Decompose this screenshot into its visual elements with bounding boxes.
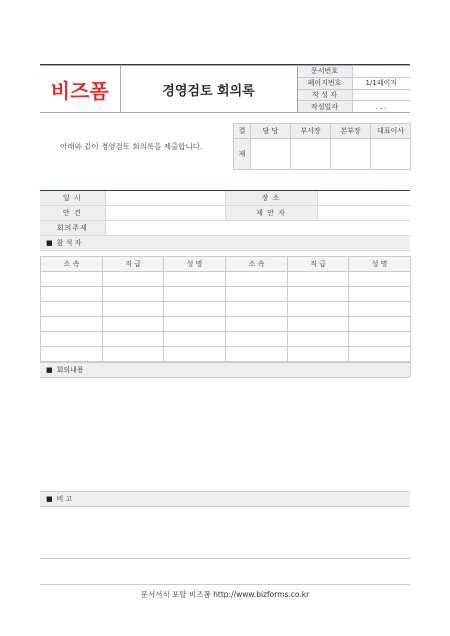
- square-bullet-icon: ■: [46, 495, 53, 503]
- cell[interactable]: [226, 302, 288, 317]
- bizforms-logo: 비즈폼: [40, 66, 120, 113]
- cell[interactable]: [41, 317, 103, 332]
- cell[interactable]: [349, 287, 411, 302]
- column-header: 성 명: [349, 257, 411, 272]
- cell[interactable]: [226, 317, 288, 332]
- approval-role: 담 당: [251, 124, 291, 139]
- approval-role: 본부장: [331, 124, 371, 139]
- attendees-title: 참 석 자: [56, 239, 82, 247]
- cell[interactable]: [288, 302, 349, 317]
- date-written-value[interactable]: . . .: [352, 101, 410, 113]
- column-header: 직 급: [288, 257, 349, 272]
- document-header: [40, 65, 410, 113]
- table-row: [41, 317, 411, 332]
- cell[interactable]: [349, 272, 411, 287]
- cell[interactable]: [103, 302, 164, 317]
- cell[interactable]: [164, 287, 226, 302]
- square-bullet-icon: ■: [46, 239, 53, 247]
- place-label: 장 소: [225, 191, 317, 206]
- cell[interactable]: [103, 287, 164, 302]
- cell[interactable]: [41, 302, 103, 317]
- proposer-label: 제 안 자: [225, 206, 317, 221]
- cell[interactable]: [103, 317, 164, 332]
- doc-number-value[interactable]: [352, 66, 410, 78]
- author-label: 작 성 자: [297, 89, 352, 101]
- approval-side-bottom: 재: [234, 139, 251, 170]
- table-row: [41, 302, 411, 317]
- cell[interactable]: [288, 272, 349, 287]
- approval-sign-cell[interactable]: [251, 139, 291, 170]
- remarks-title: 비 고: [56, 495, 73, 503]
- cell[interactable]: [226, 332, 288, 347]
- cell[interactable]: [288, 317, 349, 332]
- cell[interactable]: [41, 347, 103, 362]
- author-value[interactable]: [352, 89, 410, 101]
- topic-label: 회의주제: [40, 221, 105, 236]
- table-row: [41, 332, 411, 347]
- square-bullet-icon: ■: [46, 366, 53, 374]
- cell[interactable]: [226, 287, 288, 302]
- cell[interactable]: [164, 317, 226, 332]
- cell[interactable]: [349, 302, 411, 317]
- page-number-label: 페이지번호: [297, 77, 352, 89]
- page-number-value: 1/1페이지: [352, 77, 410, 89]
- agenda-value[interactable]: [105, 206, 225, 221]
- cell[interactable]: [288, 287, 349, 302]
- cell[interactable]: [164, 332, 226, 347]
- cell[interactable]: [349, 332, 411, 347]
- doc-number-label: 문서번호: [297, 66, 352, 78]
- cell[interactable]: [103, 347, 164, 362]
- footer-text: 문서서식 포탈 비즈폼 http://www.bizforms.co.kr: [140, 590, 310, 599]
- date-label: 일 시: [40, 191, 105, 206]
- cell[interactable]: [226, 272, 288, 287]
- column-header: 소 속: [226, 257, 288, 272]
- approval-table: [233, 123, 411, 170]
- topic-value[interactable]: [105, 221, 410, 236]
- approval-sign-cell[interactable]: [331, 139, 371, 170]
- approval-side-top: 결: [234, 124, 251, 139]
- remarks-section-header: [40, 491, 410, 507]
- footer-divider: [40, 584, 410, 585]
- document-title: 경영검토 회의록: [120, 66, 297, 113]
- cell[interactable]: [349, 317, 411, 332]
- meeting-info-table: [40, 191, 410, 251]
- cell[interactable]: [226, 347, 288, 362]
- agenda-label: 안 건: [40, 206, 105, 221]
- date-value[interactable]: [105, 191, 225, 206]
- attendees-table: [40, 256, 411, 377]
- approval-sign-cell[interactable]: [291, 139, 331, 170]
- place-value[interactable]: [317, 191, 410, 206]
- cell[interactable]: [288, 332, 349, 347]
- date-written-label: 작성일자: [297, 101, 352, 113]
- approval-role: 대표이사: [371, 124, 411, 139]
- intro-text: 아래와 같이 경영검토 회의록을 제출합니다.: [60, 142, 203, 151]
- column-header: 직 급: [103, 257, 164, 272]
- cell[interactable]: [41, 332, 103, 347]
- column-header: 소 속: [41, 257, 103, 272]
- cell[interactable]: [164, 347, 226, 362]
- proposer-value[interactable]: [317, 206, 410, 221]
- cell[interactable]: [103, 272, 164, 287]
- cell[interactable]: [41, 272, 103, 287]
- remarks-area[interactable]: [40, 507, 410, 559]
- attendees-section-header: [40, 236, 410, 251]
- content-title: 회의내용: [56, 366, 84, 374]
- cell[interactable]: [288, 347, 349, 362]
- cell[interactable]: [164, 272, 226, 287]
- content-section-header: [40, 362, 410, 378]
- approval-sign-cell[interactable]: [371, 139, 411, 170]
- table-row: [41, 272, 411, 287]
- cell[interactable]: [103, 332, 164, 347]
- cell[interactable]: [164, 302, 226, 317]
- cell[interactable]: [41, 287, 103, 302]
- cell[interactable]: [349, 347, 411, 362]
- approval-role: 부서장: [291, 124, 331, 139]
- table-row: [41, 287, 411, 302]
- column-header: 성 명: [164, 257, 226, 272]
- content-area[interactable]: [40, 378, 410, 490]
- table-row: [41, 347, 411, 362]
